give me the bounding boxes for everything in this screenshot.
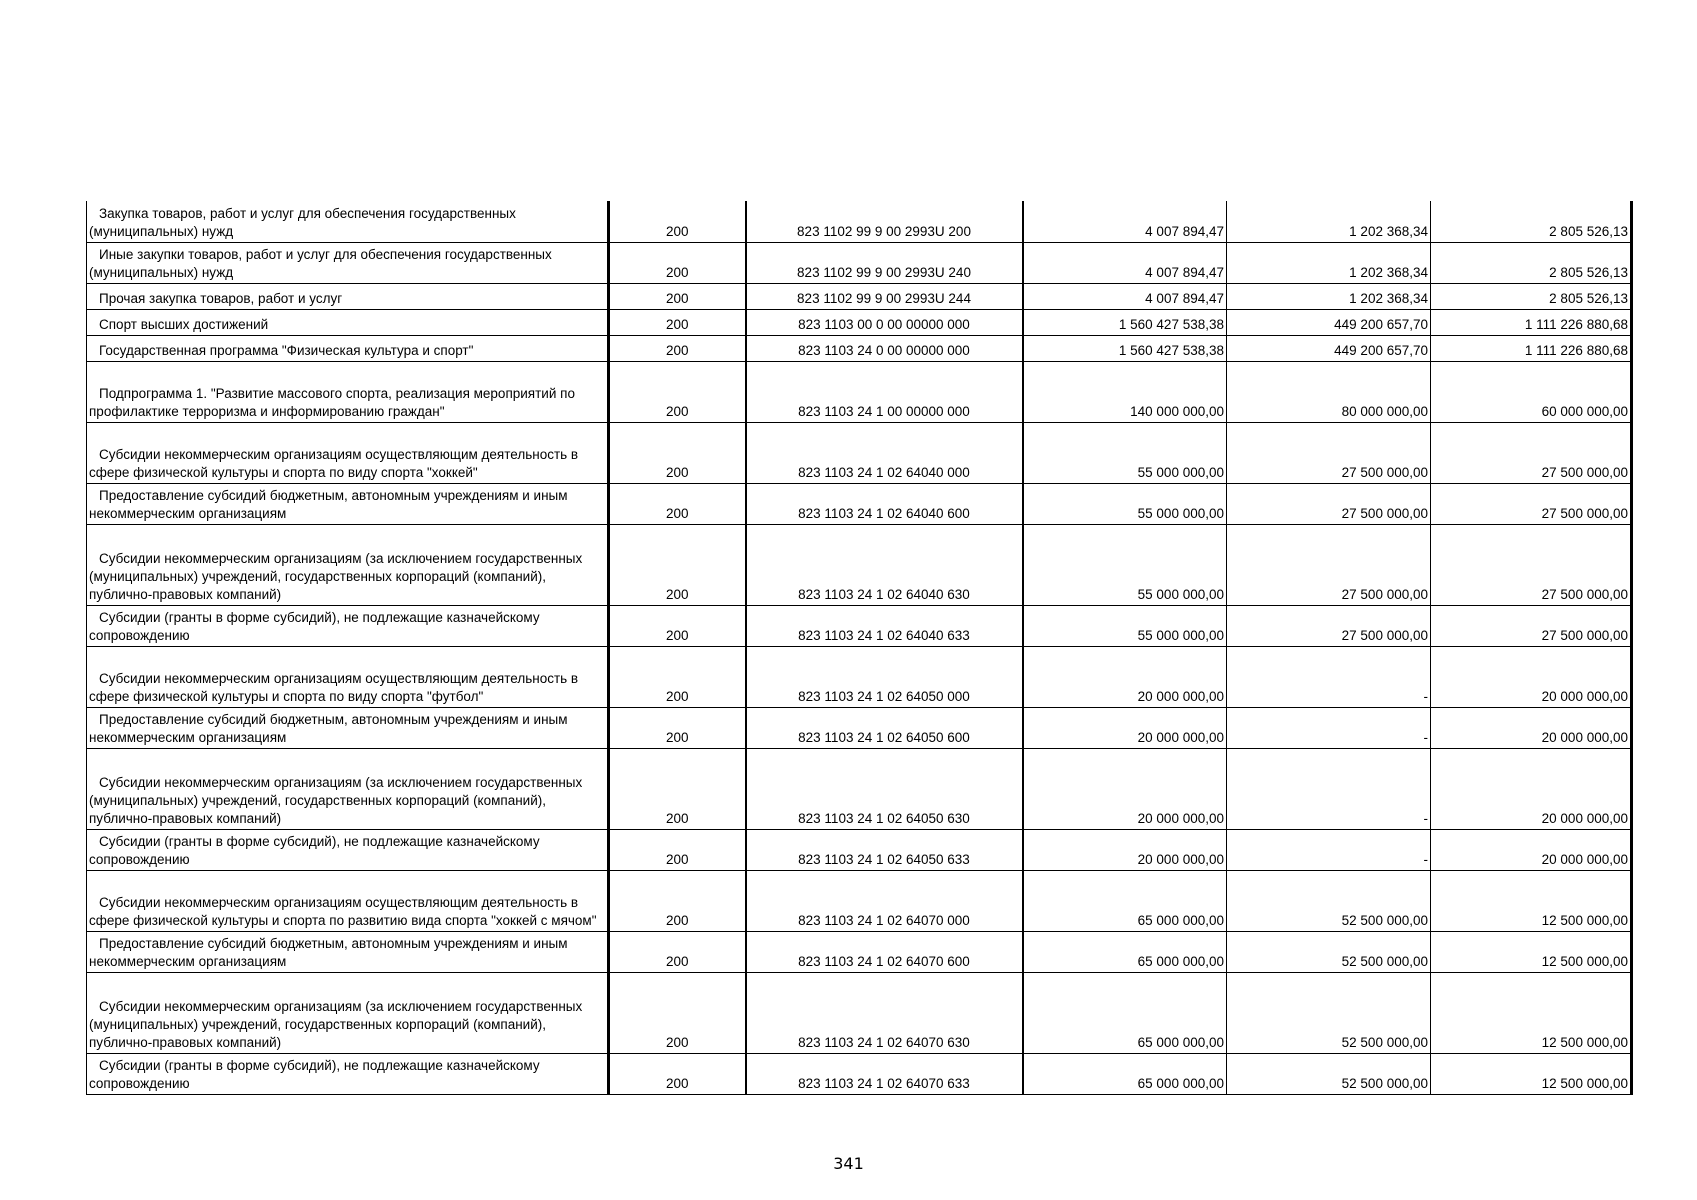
line-code-cell: 200 bbox=[609, 707, 746, 748]
row-name-cell: Спорт высших достижений bbox=[87, 309, 609, 335]
classification-code-cell: 823 1102 99 9 00 2993U 200 bbox=[746, 201, 1023, 242]
line-code-cell: 200 bbox=[609, 283, 746, 309]
unexecuted-amount-cell: 20 000 000,00 bbox=[1431, 748, 1632, 829]
classification-code-cell: 823 1103 24 1 02 64050 630 bbox=[746, 748, 1023, 829]
classification-code-cell: 823 1102 99 9 00 2993U 240 bbox=[746, 242, 1023, 283]
classification-code-cell: 823 1103 00 0 00 00000 000 bbox=[746, 309, 1023, 335]
executed-amount-cell: 27 500 000,00 bbox=[1227, 483, 1431, 524]
approved-amount-cell: 55 000 000,00 bbox=[1023, 524, 1227, 605]
page-number: 341 bbox=[833, 1154, 864, 1173]
table-row bbox=[87, 524, 1632, 605]
table-row bbox=[87, 483, 1632, 524]
classification-code-cell: 823 1103 24 1 00 00000 000 bbox=[746, 361, 1023, 422]
line-code-cell: 200 bbox=[609, 646, 746, 707]
table-row bbox=[87, 646, 1632, 707]
executed-amount-cell: 52 500 000,00 bbox=[1227, 931, 1431, 972]
executed-amount-cell: 1 202 368,34 bbox=[1227, 283, 1431, 309]
executed-amount-cell: 52 500 000,00 bbox=[1227, 870, 1431, 931]
approved-amount-cell: 65 000 000,00 bbox=[1023, 972, 1227, 1053]
approved-amount-cell: 1 560 427 538,38 bbox=[1023, 335, 1227, 361]
unexecuted-amount-cell: 2 805 526,13 bbox=[1431, 242, 1632, 283]
table-row bbox=[87, 870, 1632, 931]
executed-amount-cell: 52 500 000,00 bbox=[1227, 1053, 1431, 1094]
table-row bbox=[87, 201, 1632, 242]
row-name-cell: Государственная программа "Физическая культура и спорт" bbox=[87, 335, 609, 361]
approved-amount-cell: 4 007 894,47 bbox=[1023, 201, 1227, 242]
classification-code-cell: 823 1103 24 1 02 64070 600 bbox=[746, 931, 1023, 972]
classification-code-cell: 823 1103 24 1 02 64040 000 bbox=[746, 422, 1023, 483]
classification-code-cell: 823 1103 24 1 02 64050 633 bbox=[746, 829, 1023, 870]
executed-amount-cell: 27 500 000,00 bbox=[1227, 524, 1431, 605]
executed-amount-cell: 449 200 657,70 bbox=[1227, 309, 1431, 335]
classification-code-cell: 823 1103 24 1 02 64050 600 bbox=[746, 707, 1023, 748]
row-name-cell: Субсидии некоммерческим организациям (за исключением государственных (муниципальных) учреждений, государственных корпораций (компаний), публично-правовых компаний) bbox=[87, 524, 609, 605]
row-name-cell: Иные закупки товаров, работ и услуг для обеспечения государственных (муниципальных) нужд bbox=[87, 242, 609, 283]
unexecuted-amount-cell: 1 111 226 880,68 bbox=[1431, 309, 1632, 335]
row-name-cell: Субсидии некоммерческим организациям (за исключением государственных (муниципальных) учреждений, государственных корпораций (компаний), публично-правовых компаний) bbox=[87, 748, 609, 829]
row-name-cell: Субсидии (гранты в форме субсидий), не подлежащие казначейскому сопровождению bbox=[87, 1053, 609, 1094]
line-code-cell: 200 bbox=[609, 870, 746, 931]
line-code-cell: 200 bbox=[609, 483, 746, 524]
executed-amount-cell: 1 202 368,34 bbox=[1227, 201, 1431, 242]
table-row bbox=[87, 707, 1632, 748]
row-name-cell: Прочая закупка товаров, работ и услуг bbox=[87, 283, 609, 309]
row-name-cell: Предоставление субсидий бюджетным, автономным учреждениям и иным некоммерческим организациям bbox=[87, 931, 609, 972]
table-row bbox=[87, 361, 1632, 422]
approved-amount-cell: 1 560 427 538,38 bbox=[1023, 309, 1227, 335]
table-row bbox=[87, 931, 1632, 972]
unexecuted-amount-cell: 2 805 526,13 bbox=[1431, 201, 1632, 242]
line-code-cell: 200 bbox=[609, 361, 746, 422]
row-name-cell: Субсидии (гранты в форме субсидий), не подлежащие казначейскому сопровождению bbox=[87, 605, 609, 646]
row-name-cell: Субсидии некоммерческим организациям осуществляющим деятельность в сфере физической культуры и спорта по виду спорта "хоккей" bbox=[87, 422, 609, 483]
approved-amount-cell: 20 000 000,00 bbox=[1023, 748, 1227, 829]
unexecuted-amount-cell: 12 500 000,00 bbox=[1431, 972, 1632, 1053]
approved-amount-cell: 20 000 000,00 bbox=[1023, 646, 1227, 707]
unexecuted-amount-cell: 20 000 000,00 bbox=[1431, 646, 1632, 707]
table-row bbox=[87, 829, 1632, 870]
approved-amount-cell: 20 000 000,00 bbox=[1023, 829, 1227, 870]
line-code-cell: 200 bbox=[609, 748, 746, 829]
executed-amount-cell: 449 200 657,70 bbox=[1227, 335, 1431, 361]
unexecuted-amount-cell: 20 000 000,00 bbox=[1431, 707, 1632, 748]
row-name-cell: Предоставление субсидий бюджетным, автономным учреждениям и иным некоммерческим организациям bbox=[87, 483, 609, 524]
executed-amount-cell: - bbox=[1227, 829, 1431, 870]
classification-code-cell: 823 1103 24 1 02 64070 633 bbox=[746, 1053, 1023, 1094]
table-row bbox=[87, 335, 1632, 361]
line-code-cell: 200 bbox=[609, 201, 746, 242]
line-code-cell: 200 bbox=[609, 972, 746, 1053]
executed-amount-cell: - bbox=[1227, 748, 1431, 829]
line-code-cell: 200 bbox=[609, 829, 746, 870]
executed-amount-cell: - bbox=[1227, 707, 1431, 748]
unexecuted-amount-cell: 12 500 000,00 bbox=[1431, 870, 1632, 931]
executed-amount-cell: - bbox=[1227, 646, 1431, 707]
line-code-cell: 200 bbox=[609, 242, 746, 283]
executed-amount-cell: 1 202 368,34 bbox=[1227, 242, 1431, 283]
unexecuted-amount-cell: 20 000 000,00 bbox=[1431, 829, 1632, 870]
unexecuted-amount-cell: 1 111 226 880,68 bbox=[1431, 335, 1632, 361]
line-code-cell: 200 bbox=[609, 335, 746, 361]
classification-code-cell: 823 1102 99 9 00 2993U 244 bbox=[746, 283, 1023, 309]
classification-code-cell: 823 1103 24 0 00 00000 000 bbox=[746, 335, 1023, 361]
row-name-cell: Подпрограмма 1. "Развитие массового спорта, реализация мероприятий по профилактике терроризма и информированию граждан" bbox=[87, 361, 609, 422]
approved-amount-cell: 140 000 000,00 bbox=[1023, 361, 1227, 422]
row-name-cell: Субсидии некоммерческим организациям осуществляющим деятельность в сфере физической культуры и спорта по виду спорта "футбол" bbox=[87, 646, 609, 707]
classification-code-cell: 823 1103 24 1 02 64040 600 bbox=[746, 483, 1023, 524]
approved-amount-cell: 4 007 894,47 bbox=[1023, 283, 1227, 309]
unexecuted-amount-cell: 60 000 000,00 bbox=[1431, 361, 1632, 422]
approved-amount-cell: 65 000 000,00 bbox=[1023, 870, 1227, 931]
line-code-cell: 200 bbox=[609, 1053, 746, 1094]
unexecuted-amount-cell: 27 500 000,00 bbox=[1431, 483, 1632, 524]
table-row bbox=[87, 283, 1632, 309]
approved-amount-cell: 55 000 000,00 bbox=[1023, 422, 1227, 483]
table-row bbox=[87, 605, 1632, 646]
classification-code-cell: 823 1103 24 1 02 64040 630 bbox=[746, 524, 1023, 605]
table-row bbox=[87, 748, 1632, 829]
executed-amount-cell: 80 000 000,00 bbox=[1227, 361, 1431, 422]
approved-amount-cell: 20 000 000,00 bbox=[1023, 707, 1227, 748]
unexecuted-amount-cell: 27 500 000,00 bbox=[1431, 605, 1632, 646]
approved-amount-cell: 65 000 000,00 bbox=[1023, 931, 1227, 972]
table-row bbox=[87, 422, 1632, 483]
row-name-cell: Субсидии (гранты в форме субсидий), не подлежащие казначейскому сопровождению bbox=[87, 829, 609, 870]
line-code-cell: 200 bbox=[609, 309, 746, 335]
line-code-cell: 200 bbox=[609, 605, 746, 646]
unexecuted-amount-cell: 2 805 526,13 bbox=[1431, 283, 1632, 309]
approved-amount-cell: 65 000 000,00 bbox=[1023, 1053, 1227, 1094]
budget-execution-table bbox=[86, 201, 1633, 1095]
table-row bbox=[87, 242, 1632, 283]
table-row bbox=[87, 309, 1632, 335]
line-code-cell: 200 bbox=[609, 524, 746, 605]
unexecuted-amount-cell: 27 500 000,00 bbox=[1431, 524, 1632, 605]
unexecuted-amount-cell: 27 500 000,00 bbox=[1431, 422, 1632, 483]
classification-code-cell: 823 1103 24 1 02 64040 633 bbox=[746, 605, 1023, 646]
table-row bbox=[87, 1053, 1632, 1094]
row-name-cell: Закупка товаров, работ и услуг для обеспечения государственных (муниципальных) нужд bbox=[87, 201, 609, 242]
executed-amount-cell: 52 500 000,00 bbox=[1227, 972, 1431, 1053]
row-name-cell: Предоставление субсидий бюджетным, автономным учреждениям и иным некоммерческим организациям bbox=[87, 707, 609, 748]
line-code-cell: 200 bbox=[609, 931, 746, 972]
row-name-cell: Субсидии некоммерческим организациям осуществляющим деятельность в сфере физической культуры и спорта по развитию вида спорта "хоккей с мячом" bbox=[87, 870, 609, 931]
unexecuted-amount-cell: 12 500 000,00 bbox=[1431, 931, 1632, 972]
classification-code-cell: 823 1103 24 1 02 64070 000 bbox=[746, 870, 1023, 931]
executed-amount-cell: 27 500 000,00 bbox=[1227, 605, 1431, 646]
approved-amount-cell: 55 000 000,00 bbox=[1023, 483, 1227, 524]
unexecuted-amount-cell: 12 500 000,00 bbox=[1431, 1053, 1632, 1094]
approved-amount-cell: 4 007 894,47 bbox=[1023, 242, 1227, 283]
classification-code-cell: 823 1103 24 1 02 64070 630 bbox=[746, 972, 1023, 1053]
executed-amount-cell: 27 500 000,00 bbox=[1227, 422, 1431, 483]
approved-amount-cell: 55 000 000,00 bbox=[1023, 605, 1227, 646]
line-code-cell: 200 bbox=[609, 422, 746, 483]
row-name-cell: Субсидии некоммерческим организациям (за исключением государственных (муниципальных) учреждений, государственных корпораций (компаний), публично-правовых компаний) bbox=[87, 972, 609, 1053]
classification-code-cell: 823 1103 24 1 02 64050 000 bbox=[746, 646, 1023, 707]
table-row bbox=[87, 972, 1632, 1053]
